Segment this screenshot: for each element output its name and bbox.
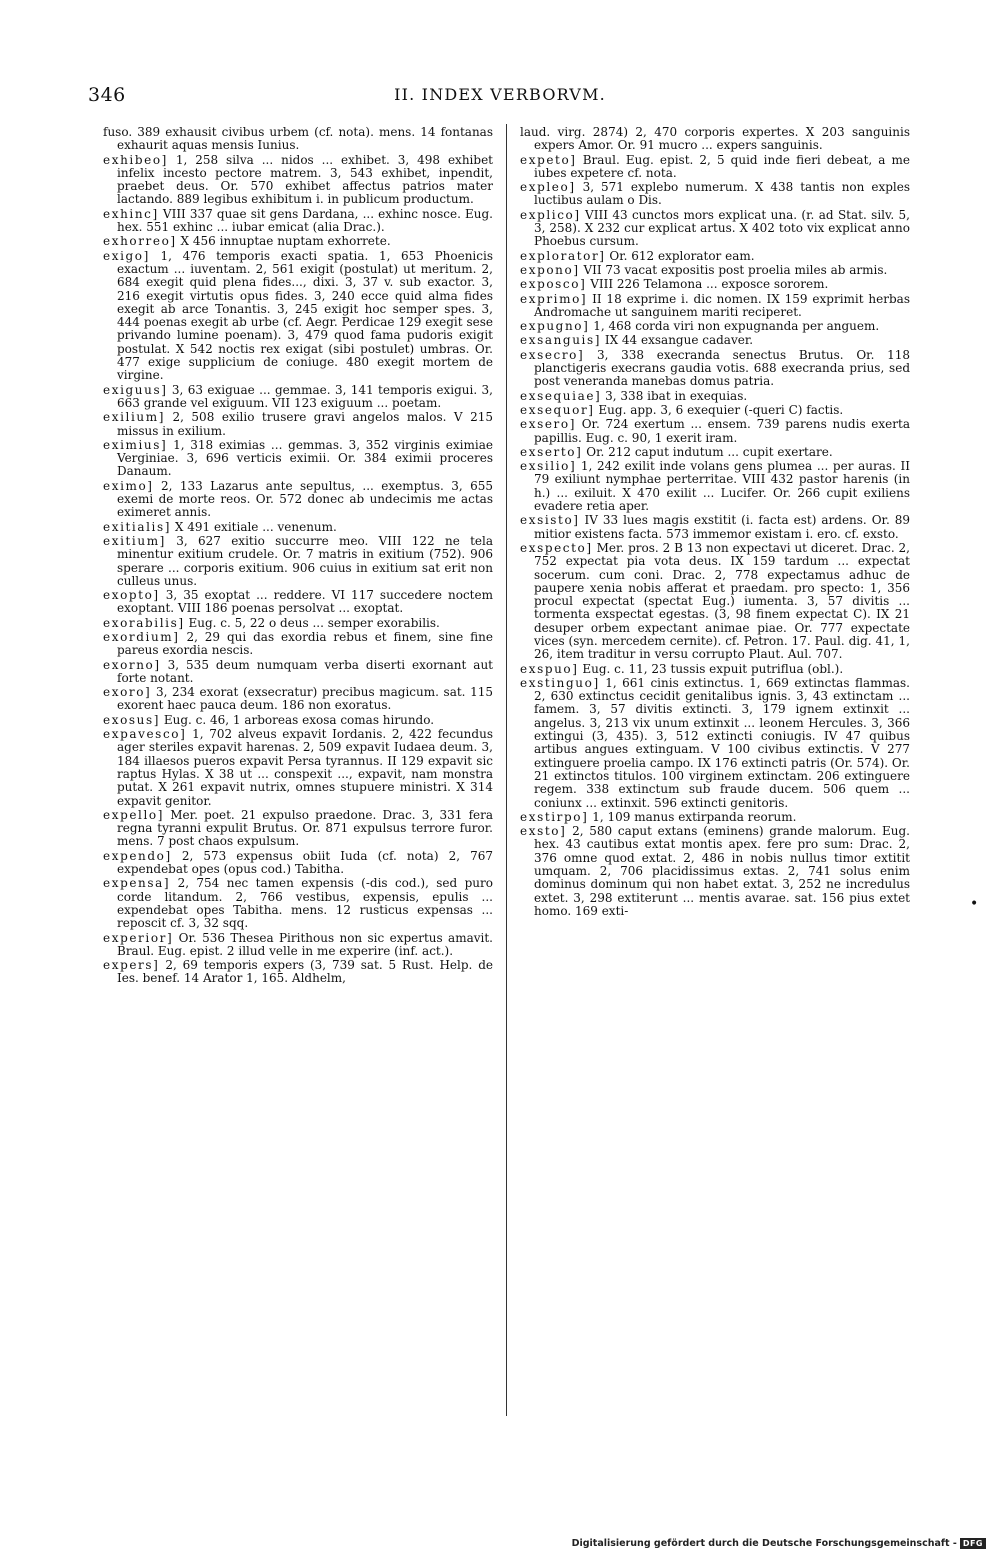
entry-lemma: explorator] <box>520 248 606 263</box>
entry-text: 3, 338 execranda senectus Brutus. Or. 118 planctigeris execrans gaudia votis. 688 execranda prius, sed post veneranda manebas domus patria. <box>534 347 910 389</box>
index-entry <box>520 811 910 824</box>
entry-text: 2, 580 caput extans (eminens) grande malorum. Eug. hex. 43 cautibus extat montis apex. fere pro sum: Drac. 2, 376 omne quod extat. 2, 486 in nobis nullus timor extitit umquam. 2, 706 placidissimus extas. 2, 741 solus enim dominus dominum qui non habet extat. 3, 252 ne incredulus extet. 3, 298 extiterunt ... mentis avarae. sat. 156 pius extet homo. 169 exti- <box>534 824 910 918</box>
index-entry <box>103 617 493 630</box>
entry-lemma: exsero] <box>520 417 576 432</box>
entry-text: Mer. poet. 21 expulso praedone. Drac. 3, 331 fera regna tyranni expulit Brutus. Or. 871 expulsus terrore furor. mens. 7 post chaos expulsum. <box>117 807 493 849</box>
entry-lemma: exsecro] <box>520 347 585 362</box>
index-entry <box>520 320 910 333</box>
entry-lemma: expleo] <box>520 180 576 195</box>
index-entry <box>520 677 910 810</box>
index-entry <box>103 480 493 520</box>
index-entry <box>520 209 910 249</box>
entry-text: VIII 43 cunctos mors explicat una. (r. ad Stat. silv. 5, 3, 258). X 232 cur explicat artus. X 402 toto vix explicat anno Phoebus cursum. <box>534 207 910 249</box>
entry-lemma: exhibeo] <box>103 152 168 167</box>
entry-text: 1, 476 temporis exacti spatia. 1, 653 Phoenicis exactum ... iuventam. 2, 561 exigit (postulat) ut meritum. 2, 684 exegit quid plena fides..., dixi. 3, 37 v. sub exactor. 3, 216 exegit virtutis opus fides. 3, 240 ecce quid alma fides exegit ab arce Tonantis. 3, 245 exigit hoc semper spes. 3, 444 poenas exegit ab urbe (cf. Aegr. Perdicae 129 exegit sese privando lumine poenam). 3, 479 quod fama pudoris exigit postulat. X 542 noctis rex exigat (sibi postulet) umbras. Or. 477 exige supplicium de coniuge. 480 exegit mortem de virgine. <box>117 248 493 383</box>
index-entry <box>520 542 910 662</box>
entry-text: 1, 702 alveus expavit Iordanis. 2, 422 fecundus ager steriles expavit harenas. 2, 509 expavit Iudaea deum. 3, 184 illaesos pueros expavit Persa tyrannus. II 129 expavit sic raptus Hylas. X 38 ut ... conspexit ..., expavit, nam monstra putat. X 261 expavit nutrix, omnes stupuere ministri. X 314 expavit genitor. <box>117 727 493 808</box>
entry-text: Mer. pros. 2 B 13 non expectavi ut diceret. Drac. 2, 752 expectat pia vota deus. IX 159 tardum ... expectat socerum. cum coni. Drac. 2, 778 expectamus adhuc de paupere xenia nobis afferat et praedam. pro specto: 1, 356 procul expectat (spectat Eug.) iumenta. 3, 57 divitis ... tormenta exspectat egestas. (3, 98 finem expectat C). IX 21 desuper orbem expectant animae piae. Or. 777 expectate vices (syn. mercedem cernite). cf. Petron. 17. Paul. dig. 41, 1, 26, item traditur in versu corrupto Plaut. Aul. 707. <box>534 540 910 662</box>
index-entry <box>520 250 910 263</box>
index-entry <box>103 521 493 534</box>
dfg-logo-icon: DFG <box>960 1538 986 1549</box>
entry-lemma: exsanguis] <box>520 333 601 348</box>
entry-lemma: exserto] <box>520 444 583 459</box>
page-number: 346 <box>88 84 126 106</box>
entry-lemma: expeto] <box>520 152 577 167</box>
entry-lemma: exopto] <box>103 588 160 603</box>
entry-text: VIII 226 Telamona ... exposce sororem. <box>590 277 829 292</box>
index-entry <box>520 278 910 291</box>
index-entry <box>103 535 493 588</box>
index-entry <box>103 411 493 438</box>
entry-text: Eug. c. 46, 1 arboreas exosa comas hirundo. <box>163 712 435 727</box>
index-entry <box>103 439 493 479</box>
entry-lemma: exhinc] <box>103 206 159 221</box>
entry-lemma: exoro] <box>103 685 152 700</box>
entry-text: Braul. Eug. epist. 2, 5 quid inde fieri debeat, a me iubes expetere cf. nota. <box>534 152 910 180</box>
index-entry <box>103 686 493 713</box>
index-entry <box>103 589 493 616</box>
index-entry <box>520 126 910 153</box>
entry-lemma: exposco] <box>520 277 587 292</box>
entry-lemma: exilium] <box>103 410 165 425</box>
entry-text: 2, 573 expensus obiit Iuda (cf. nota) 2, 767 expendebat opes (opus cod.) Tabitha. <box>117 848 493 877</box>
entry-text: 3, 571 explebo numerum. X 438 tantis non exples luctibus aulam o Dis. <box>534 180 910 208</box>
entry-lemma: expensa] <box>103 876 171 891</box>
entry-lemma: exordium] <box>103 629 180 644</box>
entry-text: VIII 337 quae sit gens Dardana, ... exhinc nosce. Eug. hex. 551 exhinc ... iubar emicat (alia Drac.). <box>117 206 493 235</box>
entry-lemma: exosus] <box>103 712 161 727</box>
entry-text: 2, 69 temporis expers (3, 739 sat. 5 Rust. Help. de Ies. benef. 14 Arator 1, 165. Aldhelm, <box>117 958 493 986</box>
index-entry <box>103 877 493 930</box>
entry-lemma: exspuo] <box>520 661 579 676</box>
entry-text: IV 33 lues magis exstitit (i. facta est) ardens. Or. 89 mitior existens facta. 573 immemor existam i. ero. cf. exsto. <box>534 513 910 541</box>
index-entry <box>103 932 493 959</box>
entry-text: 2, 29 qui das exordia rebus et finem, sine fine pareus exordia nescis. <box>117 629 493 658</box>
entry-text: Eug. app. 3, 6 exequier (-queri C) factis. <box>598 402 844 417</box>
entry-text: Or. 536 Thesea Pirithous non sic expertus amavit. Braul. Eug. epist. 2 illud velle in me experire (inf. act.). <box>117 930 493 958</box>
index-entry <box>520 404 910 417</box>
entry-text: 3, 627 exitio succurre meo. VIII 122 ne tela minentur exitium crudele. Or. 7 matris in exitium (752). 906 sperare ... corporis exitium. 906 cuius in exitium sat erit non culleus unus. <box>117 533 493 588</box>
entry-text: 3, 535 deum numquam verba diserti exornant aut forte notant. <box>117 657 493 685</box>
entry-text: fuso. 389 exhausit civibus urbem (cf. nota). mens. 14 fontanas exhaurit aquas mensis Iunius. <box>103 125 493 153</box>
index-entry <box>520 460 910 513</box>
index-entry <box>520 154 910 181</box>
entry-lemma: expendo] <box>103 848 172 863</box>
index-entry <box>520 663 910 676</box>
left-column <box>103 126 493 987</box>
entry-text: X 456 innuptae nuptam exhorrete. <box>180 234 391 249</box>
entry-lemma: expugno] <box>520 319 590 334</box>
index-entry <box>103 154 493 207</box>
index-entry <box>103 384 493 411</box>
entry-text: Or. 612 explorator eam. <box>609 248 755 263</box>
index-entry <box>520 264 910 277</box>
index-entry <box>520 825 910 918</box>
index-entry <box>103 235 493 248</box>
entry-lemma: exsisto] <box>520 513 580 528</box>
entry-text: 1, 318 eximias ... gemmas. 3, 352 virginis eximiae Verginiae. 3, 696 verticis eximii. Or. 384 eximii proceres Danaum. <box>117 437 493 479</box>
entry-lemma: experior] <box>103 930 174 945</box>
index-entry <box>520 349 910 389</box>
entry-lemma: exigo] <box>103 248 150 263</box>
entry-lemma: exsequor] <box>520 402 595 417</box>
entry-lemma: expono] <box>520 262 580 277</box>
entry-text: X 491 exitiale ... venenum. <box>174 519 337 534</box>
entry-text: laud. virg. 2874) 2, 470 corporis expertes. X 203 sanguinis expers Amor. Or. 91 mucro ... expers sanguinis. <box>520 125 910 153</box>
entry-text: VII 73 vacat expositis post proelia miles ab armis. <box>583 262 888 277</box>
index-entry <box>103 850 493 877</box>
entry-text: 1, 468 corda viri non expugnanda per anguem. <box>593 319 880 334</box>
entry-lemma: exspecto] <box>520 540 593 555</box>
entry-lemma: eximo] <box>103 478 154 493</box>
index-entry <box>520 334 910 347</box>
index-entry <box>520 446 910 459</box>
entry-lemma: exsequiae] <box>520 388 602 403</box>
entry-text: Eug. c. 11, 23 tussis expuit putrifluа (obl.). <box>582 661 844 676</box>
index-entry <box>520 418 910 445</box>
entry-lemma: exiguus] <box>103 382 168 397</box>
entry-text: IX 44 exsangue cadaver. <box>604 333 754 348</box>
index-entry <box>520 390 910 403</box>
entry-text: 1, 258 silva ... nidos ... exhibet. 3, 498 exhibet infelix incesto pectore matrem. 3, 543 exhibet, inpendit, praebet deus. Or. 570 exhibet affectus patrios mater lactando. 889 legibus exhibitum i. in publicum productum. <box>117 152 493 207</box>
column-divider <box>506 124 507 1416</box>
entry-text: 2, 508 exilio trusere gravi angelos malos. V 215 missus in exilium. <box>117 410 493 438</box>
entry-lemma: expers] <box>103 958 160 973</box>
index-entry <box>103 208 493 235</box>
entry-lemma: exprimo] <box>520 291 588 306</box>
entry-text: 3, 234 exorat (exsecratur) precibus magicum. sat. 115 exorent haec pauca deum. 186 non exoratus. <box>117 685 493 713</box>
entry-lemma: exhorreo] <box>103 234 177 249</box>
entry-lemma: eximius] <box>103 437 168 452</box>
running-head: II. INDEX VERBORVM. <box>394 85 606 104</box>
index-entry <box>103 714 493 727</box>
index-entry <box>103 250 493 383</box>
entry-lemma: exstinguo] <box>520 675 600 690</box>
entry-text: 3, 338 ibat in exequias. <box>605 388 748 403</box>
entry-text: 1, 661 cinis extinctus. 1, 669 extinctas flammas. 2, 630 extinctus cecidit genitalibus ignis. 3, 43 extinctam ... famem. 3, 57 divitis extincti. 3, 179 ignem extinxit ... angelus. 3, 213 vix unum extinxit ... leonem Hercules. 3, 366 extingui (3, 435). 3, 512 extincti coniugis. IV 47 quibus artibus angues extinguam. V 100 civibus extinctis. V 277 extinguere proelia campo. IX 176 extincti patris (Or. 574). Or. 21 extinctos titulos. 100 virginem extinctam. 206 extinguere regem. 338 extinctum sub fraude ducem. 506 quem ... coniunx ... extinxit. 596 extincti genitoris. <box>534 675 910 810</box>
index-entry <box>103 728 493 808</box>
index-entry <box>103 959 493 986</box>
index-entry <box>520 514 910 541</box>
entry-text: 2, 754 nec tamen expensis (-dis cod.), sed puro corde litandum. 2, 766 vestibus, expensis, epulis ... expendebat opes Tabitha. mens. 12 rusticus expensas ... reposcit cf. 3, 32 sqq. <box>117 876 493 931</box>
entry-lemma: exitialis] <box>103 519 172 534</box>
entry-lemma: explico] <box>520 207 581 222</box>
entry-lemma: exorno] <box>103 657 161 672</box>
right-column <box>520 126 910 919</box>
entry-text: Eug. c. 5, 22 o deus ... semper exorabilis. <box>188 615 440 630</box>
entry-text: Or. 724 exertum ... ensem. 739 parens nudis exerta papillis. Eug. c. 90, 1 exerit iram. <box>534 417 910 445</box>
entry-text: 3, 35 exoptat ... reddere. VI 117 succedere noctem exoptant. VIII 186 poenas persolvat ... exoptat. <box>117 588 493 616</box>
entry-lemma: exitium] <box>103 533 166 548</box>
entry-lemma: exsilio] <box>520 459 577 474</box>
entry-text: Or. 212 caput indutum ... cupit exertare. <box>586 444 833 459</box>
footer-text: Digitalisierung gefördert durch die Deutsche Forschungsgemeinschaft - <box>571 1538 957 1549</box>
footer-credit <box>572 1538 986 1549</box>
index-entry <box>520 293 910 320</box>
index-entry <box>103 659 493 686</box>
index-entry <box>103 126 493 153</box>
entry-lemma: exstirpo] <box>520 809 589 824</box>
index-entry <box>103 809 493 849</box>
entry-lemma: expello] <box>103 807 165 822</box>
entry-text: 1, 109 manus extirpanda reorum. <box>592 809 797 824</box>
index-entry <box>520 181 910 208</box>
entry-text: 3, 63 exiguae ... gemmae. 3, 141 temporis exigui. 3, 663 grande vel exiguum. VII 123 exiguum ... poetam. <box>117 382 493 410</box>
entry-lemma: exsto] <box>520 824 567 839</box>
entry-text: 2, 133 Lazarus ante sepultus, ... exemptus. 3, 655 exemi de morte reos. Or. 572 donec ab undecimis me actas eximeret annis. <box>117 478 493 520</box>
entry-lemma: exorabilis] <box>103 615 185 630</box>
index-entry <box>103 631 493 658</box>
entry-text: II 18 exprime i. dic nomen. IX 159 exprimit herbas Andromache ut sanguinem mariti reciperet. <box>534 291 910 319</box>
entry-lemma: expavesco] <box>103 727 187 742</box>
entry-text: 1, 242 exilit inde volans gens plumea ... per auras. II 79 exiliunt nymphae perterritae. VIII 432 pastor harenis (in h.) ... exiluit. X 470 exilit ... Lucifer. Or. 266 cupit exiliens evadere retia aper. <box>534 459 910 514</box>
margin-mark: • <box>970 896 979 912</box>
